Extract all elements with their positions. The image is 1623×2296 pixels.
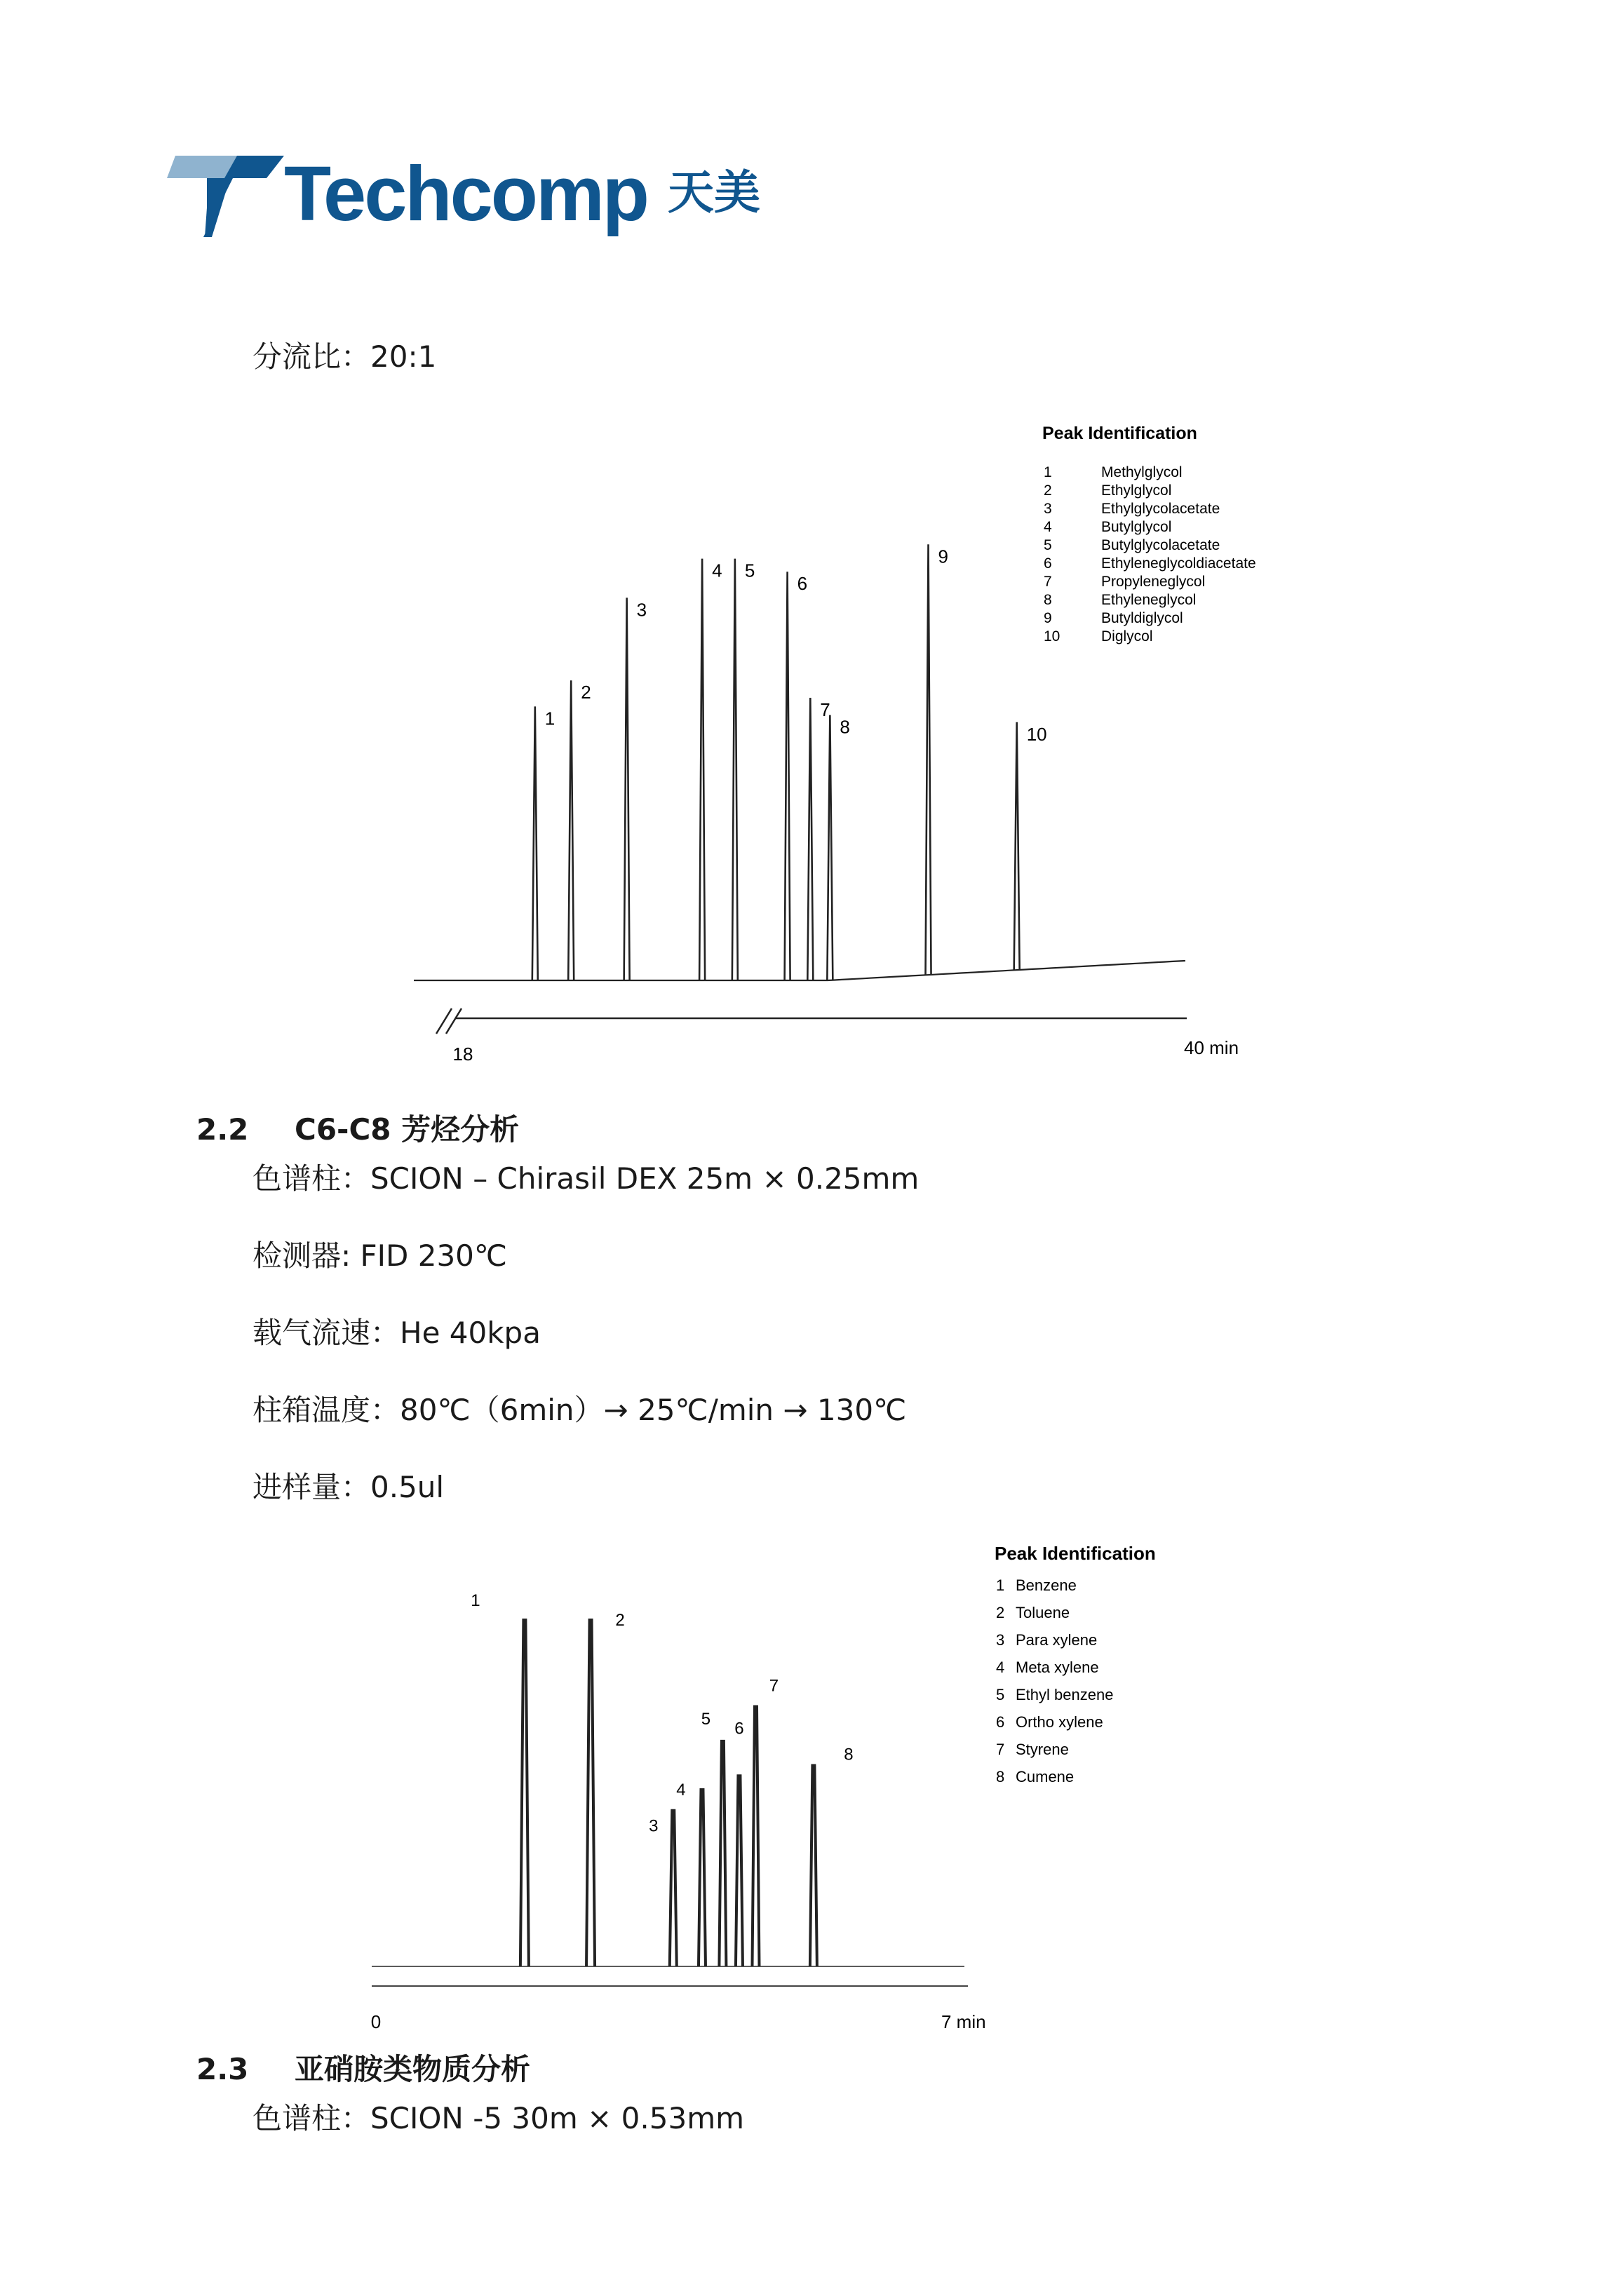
peak-label-5: 5 [744, 560, 755, 581]
peak-8 [827, 715, 833, 980]
legend-name-3: Para xylene [1016, 1631, 1098, 1649]
legend-number-10: 10 [1044, 628, 1060, 644]
x-tick-label-start: 0 [370, 2011, 382, 2032]
legend-name-3: Ethylglycolacetate [1101, 501, 1220, 517]
legend-number-5: 5 [996, 1686, 1005, 1703]
legend-name-7: Propyleneglycol [1101, 574, 1206, 590]
legend-name-1: Benzene [1016, 1576, 1077, 1594]
split-ratio: 分流比：20:1 [252, 339, 437, 374]
legend-number-2: 2 [1044, 482, 1052, 499]
legend-name-6: Ortho xylene [1016, 1713, 1103, 1731]
legend-number-6: 6 [996, 1713, 1005, 1731]
injection-volume-spec: 进样量：0.5ul [252, 1470, 445, 1504]
legend-name-1: Methylglycol [1101, 464, 1183, 480]
section-title: 亚硝胺类物质分析 [295, 2052, 531, 2086]
brand-name-cn: 天美 [668, 166, 760, 220]
peak-label-4: 4 [676, 1781, 686, 1800]
legend-name-7: Styrene [1016, 1741, 1069, 1758]
peak-label-10: 10 [1026, 723, 1047, 745]
peak-10 [1014, 722, 1020, 970]
legend-number-5: 5 [1044, 537, 1052, 553]
peak-label-7: 7 [820, 699, 830, 720]
peak-label-8: 8 [844, 1745, 854, 1764]
carrier-gas-spec: 载气流速：He 40kpa [252, 1316, 541, 1350]
peak-label-1: 1 [544, 708, 555, 729]
peak-4 [699, 559, 705, 980]
legend-number-7: 7 [996, 1741, 1005, 1758]
peak-2 [586, 1620, 595, 1966]
legend-name-4: Butylglycol [1101, 519, 1172, 535]
peak-3 [624, 597, 630, 980]
section-number: 2.3 [196, 2052, 249, 2086]
chromatogram-glycols [393, 414, 1305, 1073]
legend-name-5: Ethyl benzene [1016, 1686, 1114, 1703]
legend-number-6: 6 [1044, 555, 1052, 572]
legend-number-1: 1 [996, 1576, 1005, 1594]
detector-spec: 检测器: FID 230℃ [252, 1238, 508, 1273]
peak-3 [670, 1811, 677, 1966]
peak-1 [532, 706, 538, 980]
legend-number-4: 4 [1044, 519, 1052, 535]
peak-label-3: 3 [636, 599, 647, 621]
peak-8 [810, 1765, 817, 1966]
peak-4 [699, 1790, 706, 1966]
peak-label-7: 7 [769, 1676, 779, 1696]
peak-6 [785, 572, 790, 980]
peak-9 [926, 544, 931, 975]
legend-number-3: 3 [996, 1631, 1005, 1649]
logo-mark-icon [154, 147, 295, 245]
brand-name: Techcomp [284, 151, 647, 237]
legend-name-10: Diglycol [1101, 628, 1153, 644]
legend-number-8: 8 [996, 1768, 1005, 1785]
legend-name-5: Butylglycolacetate [1101, 537, 1220, 553]
column-spec: 色谱柱：SCION -5 30m × 0.53mm [252, 2101, 745, 2135]
legend-number-1: 1 [1044, 464, 1052, 480]
legend-number-2: 2 [996, 1604, 1005, 1621]
legend-number-3: 3 [1044, 501, 1052, 517]
section-number: 2.2 [196, 1112, 249, 1147]
peak-5 [719, 1741, 726, 1966]
peak-1 [520, 1620, 529, 1966]
legend-title: Peak Identification [995, 1543, 1156, 1564]
peak-5 [732, 559, 738, 980]
oven-temp-spec: 柱箱温度：80℃（6min）→ 25℃/min → 130℃ [252, 1393, 907, 1427]
legend-name-2: Ethylglycol [1101, 482, 1172, 499]
legend-number-8: 8 [1044, 592, 1052, 608]
peak-label-5: 5 [701, 1709, 711, 1729]
peak-label-2: 2 [615, 1611, 625, 1630]
x-tick-label-end: 7 min [941, 2011, 986, 2032]
x-tick-label-end: 40 min [1184, 1037, 1239, 1058]
peak-7 [752, 1707, 759, 1967]
legend-name-8: Ethyleneglycol [1101, 592, 1197, 608]
legend-number-4: 4 [996, 1659, 1005, 1676]
peak-label-1: 1 [471, 1591, 480, 1610]
legend-number-9: 9 [1044, 610, 1052, 626]
legend-title: Peak Identification [1042, 424, 1197, 443]
peak-label-2: 2 [581, 682, 591, 703]
peak-7 [807, 698, 813, 980]
peak-2 [568, 680, 574, 980]
legend-name-6: Ethyleneglycoldiacetate [1101, 555, 1256, 572]
peak-6 [736, 1776, 743, 1966]
peak-label-4: 4 [712, 560, 722, 581]
peak-label-3: 3 [649, 1816, 659, 1836]
x-tick-label-start: 18 [452, 1044, 473, 1065]
legend-name-4: Meta xylene [1016, 1659, 1099, 1676]
peak-label-9: 9 [938, 546, 948, 567]
column-spec: 色谱柱：SCION – Chirasil DEX 25m × 0.25mm [252, 1161, 920, 1196]
peak-label-6: 6 [734, 1719, 744, 1738]
chromatogram-aromatics [351, 1536, 1262, 2041]
legend-name-8: Cumene [1016, 1768, 1075, 1785]
peak-label-6: 6 [797, 573, 808, 595]
legend-name-9: Butyldiglycol [1101, 610, 1183, 626]
section-title: C6-C8 芳烃分析 [295, 1112, 520, 1147]
legend-name-2: Toluene [1016, 1604, 1070, 1621]
legend-number-7: 7 [1044, 574, 1052, 590]
peak-label-8: 8 [840, 716, 850, 738]
axis-break-icon [436, 1008, 462, 1034]
